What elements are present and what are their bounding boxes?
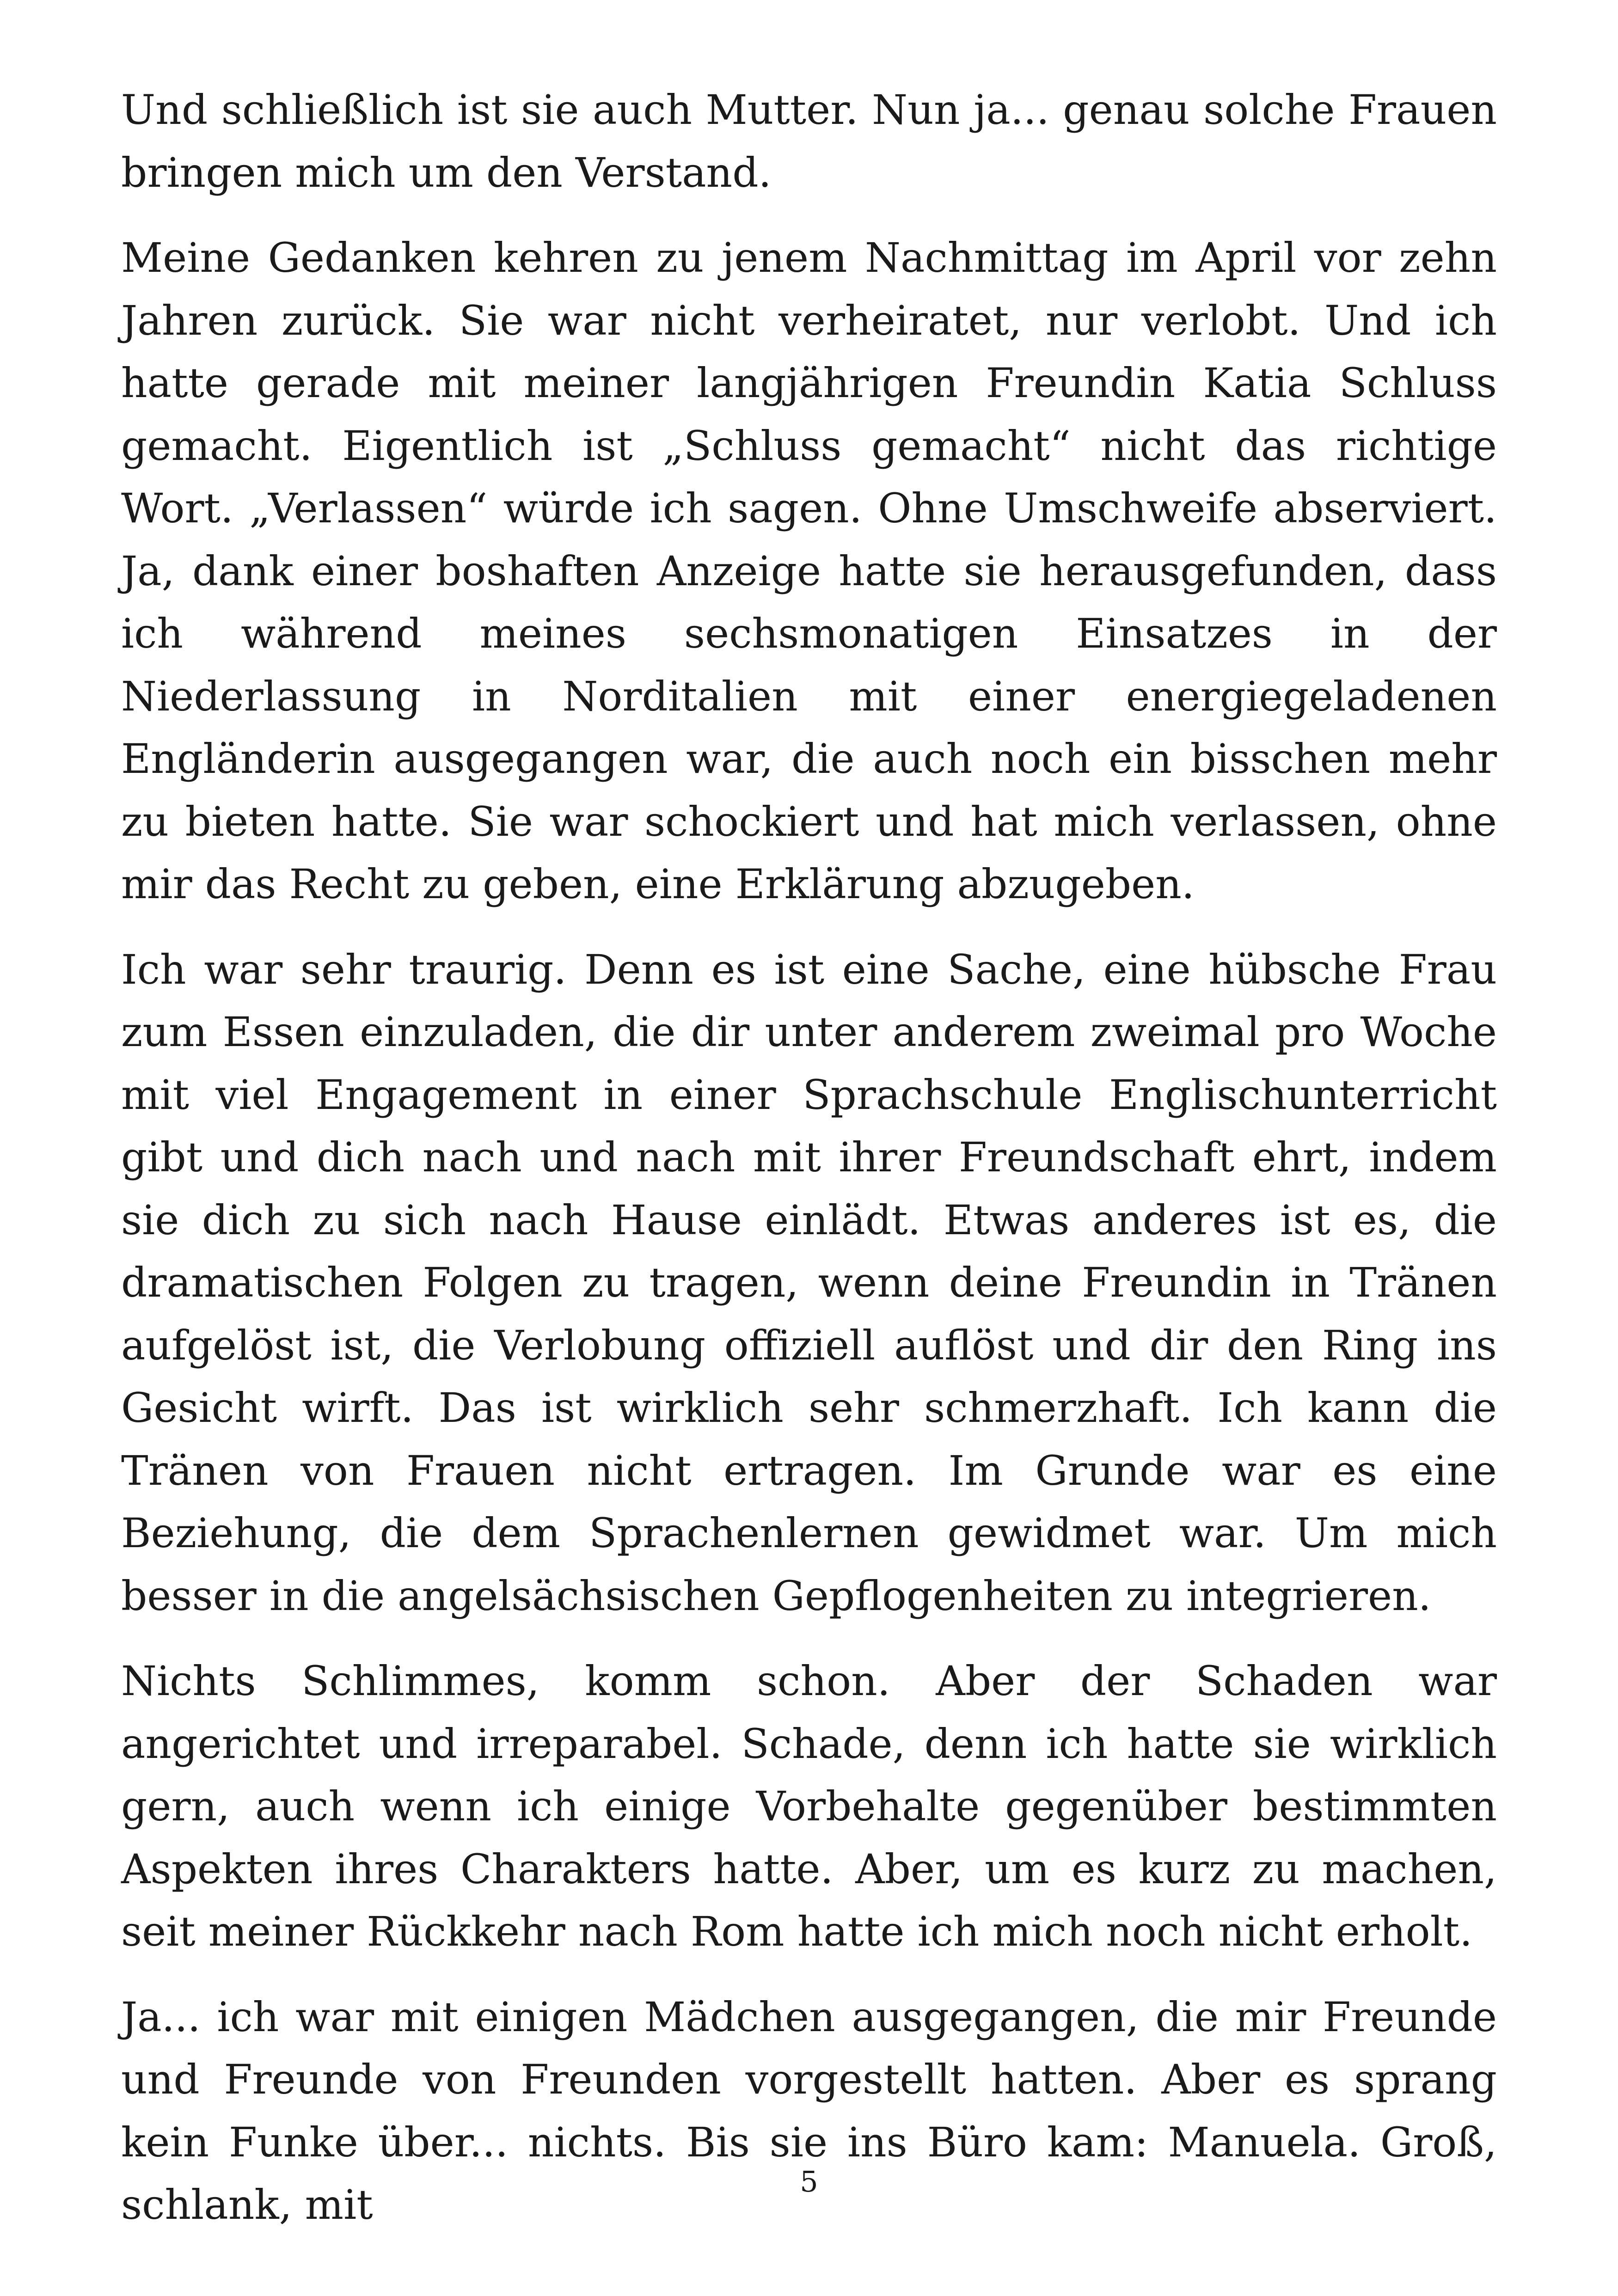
paragraph-5: Ja... ich war mit einigen Mädchen ausgegangen, die mir Freunde und Freunde von Freunden vorgestellt hatten. Aber es sprang kein Funke über... nichts. Bis sie ins Büro kam: Manuela. Groß, schlank, mit xyxy=(121,1993,1497,2229)
paragraph-2: Meine Gedanken kehren zu jenem Nachmittag im April vor zehn Jahren zurück. Sie war nicht verheiratet, nur verlobt. Und ich hatte gerade mit meiner langjährigen Freundin Katia Schluss gemacht. Eigentlich ist „Schluss gemacht“ nicht das richtige Wort. „Verlassen“ würde ich sagen. Ohne Umschweife abserviert. Ja, dank einer boshaften Anzeige hatte sie herausgefunden, dass ich während meines sechsmonatigen Einsatzes in der Niederlassung in Norditalien mit einer energiegeladenen Engländerin ausgegangen war, die auch noch ein bisschen mehr zu bieten hatte. Sie war schockiert und hat mich verlassen, ohne mir das Recht zu geben, eine Erklärung abzugeben. xyxy=(121,234,1497,908)
paragraph-1: Und schließlich ist sie auch Mutter. Nun ja... genau solche Frauen bringen mich um den Verstand. xyxy=(121,86,1497,196)
paragraph-4: Nichts Schlimmes, komm schon. Aber der Schaden war angerichtet und irreparabel. Schade, denn ich hatte sie wirklich gern, auch wenn ich einige Vorbehalte gegenüber bestimmten Aspekten ihres Charakters hatte. Aber, um es kurz zu machen, seit meiner Rückkehr nach Rom hatte ich mich noch nicht erholt. xyxy=(121,1657,1497,1955)
page-number: 5 xyxy=(800,2165,818,2198)
paragraph-3: Ich war sehr traurig. Denn es ist eine Sache, eine hübsche Frau zum Essen einzuladen, die dir unter anderem zweimal pro Woche mit viel Engagement in einer Sprachschule Englischunterricht gibt und dich nach und nach mit ihrer Freundschaft ehrt, indem sie dich zu sich nach Hause einlädt. Etwas anderes ist es, die dramatischen Folgen zu tragen, wenn deine Freundin in Tränen aufgelöst ist, die Verlobung offiziell auflöst und dir den Ring ins Gesicht wirft. Das ist wirklich sehr schmerzhaft. Ich kann die Tränen von Frauen nicht ertragen. Im Grunde war es eine Beziehung, die dem Sprachenlernen gewidmet war. Um mich besser in die angelsächsischen Gepflogenheiten zu integrieren. xyxy=(121,945,1497,1620)
page-body xyxy=(121,79,1497,2236)
